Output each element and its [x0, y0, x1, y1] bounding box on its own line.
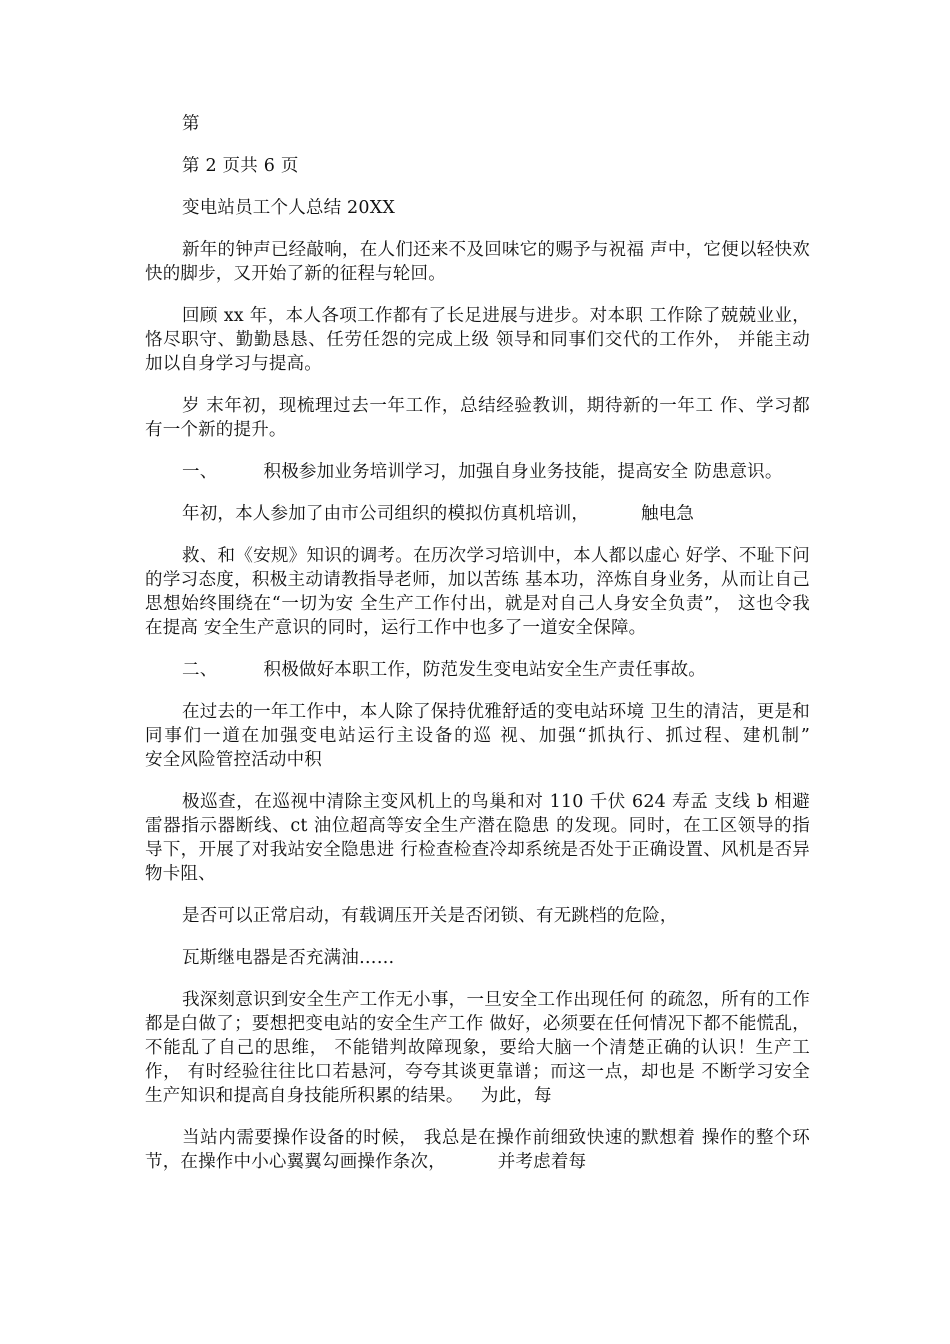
document-title: 变电站员工个人总结 20XX [182, 198, 396, 218]
paragraph-review: 回顾 xx 年，本人各项工作都有了长足进展与进步。对本职 工作除了兢兢业业，恪尽职守、勤勤恳恳、任劳任怨的完成上级 领导和同事们交代的工作外， 并能主动加以自身学习与提高。 [145, 306, 810, 374]
paragraph-operation: 当站内需要操作设备的时候， 我总是在操作前细致快速的默想着 操作的整个环节，在操作中小心翼翼勾画操作条次， 并考虑着每 [145, 1128, 810, 1172]
section-heading-2: 二、 积极做好本职工作，防范发生变电站安全生产责任事故。 [182, 660, 706, 680]
section-heading-1: 一、 积极参加业务培训学习，加强自身业务技能，提高安全 防患意识。 [182, 462, 783, 482]
paragraph-year-end: 岁 末年初，现梳理过去一年工作，总结经验教训，期待新的一年工 作、学习都有一个新的提升。 [145, 396, 810, 440]
paragraph-safety-awareness: 我深刻意识到安全生产工作无小事，一旦安全工作出现任何 的疏忽，所有的工作都是白做了；要想把变电站的安全生产工作 做好，必须要在任何情况下都不能慌乱，不能乱了自己的思维， 不能错判故障现象，要给大脑一个清楚正确的认识！生产工作， 有时经验往往比口若悬河，夸夸其谈更靠谱；而这一点，却也是 不断学习安全生产知识和提高自身技能所积累的结果。 为此，每 [145, 990, 810, 1106]
paragraph-intro: 新年的钟声已经敲响，在人们还来不及回味它的赐予与祝福 声中，它便以轻快欢快的脚步，又开始了新的征程与轮回。 [145, 240, 810, 284]
paragraph-startup-check: 是否可以正常启动，有载调压开关是否闭锁、有无跳档的危险， [182, 906, 678, 926]
paragraph-gas-relay: 瓦斯继电器是否充满油…… [182, 948, 395, 968]
paragraph-training: 年初，本人参加了由市公司组织的模拟仿真机培训， 触电急 [182, 504, 695, 524]
paragraph-inspection: 极巡查，在巡视中清除主变风机上的鸟巢和对 110 千伏 624 寿孟 支线 b 相避雷器指示器断线、ct 油位超高等安全生产潜在隐患 的发现。同时，在工区领导的指导下，开展了对我站安全隐患进 行检查检查冷却系统是否处于正确设置、风机是否异物卡阻、 [145, 792, 810, 884]
document-body [145, 112, 868, 1192]
page-fragment: 第 [182, 114, 200, 134]
page-number: 第 2 页共 6 页 [182, 156, 299, 176]
paragraph-training-continued: 救、和《安规》知识的调考。在历次学习培训中，本人都以虚心 好学、不耻下问的学习态度，积极主动请教指导老师，加以苦练 基本功，淬炼自身业务，从而让自己思想始终围绕在“一切为安 全生产工作付出，就是对自己人身安全负责”， 这也令我在提高 安全生产意识的同时，运行工作中也多了一道安全保障。 [145, 546, 810, 638]
paragraph-past-year: 在过去的一年工作中，本人除了保持优雅舒适的变电站环境 卫生的清洁，更是和同事们一道在加强变电站运行主设备的巡 视、加强“抓执行、抓过程、建机制” 安全风险管控活动中积 [145, 702, 868, 770]
